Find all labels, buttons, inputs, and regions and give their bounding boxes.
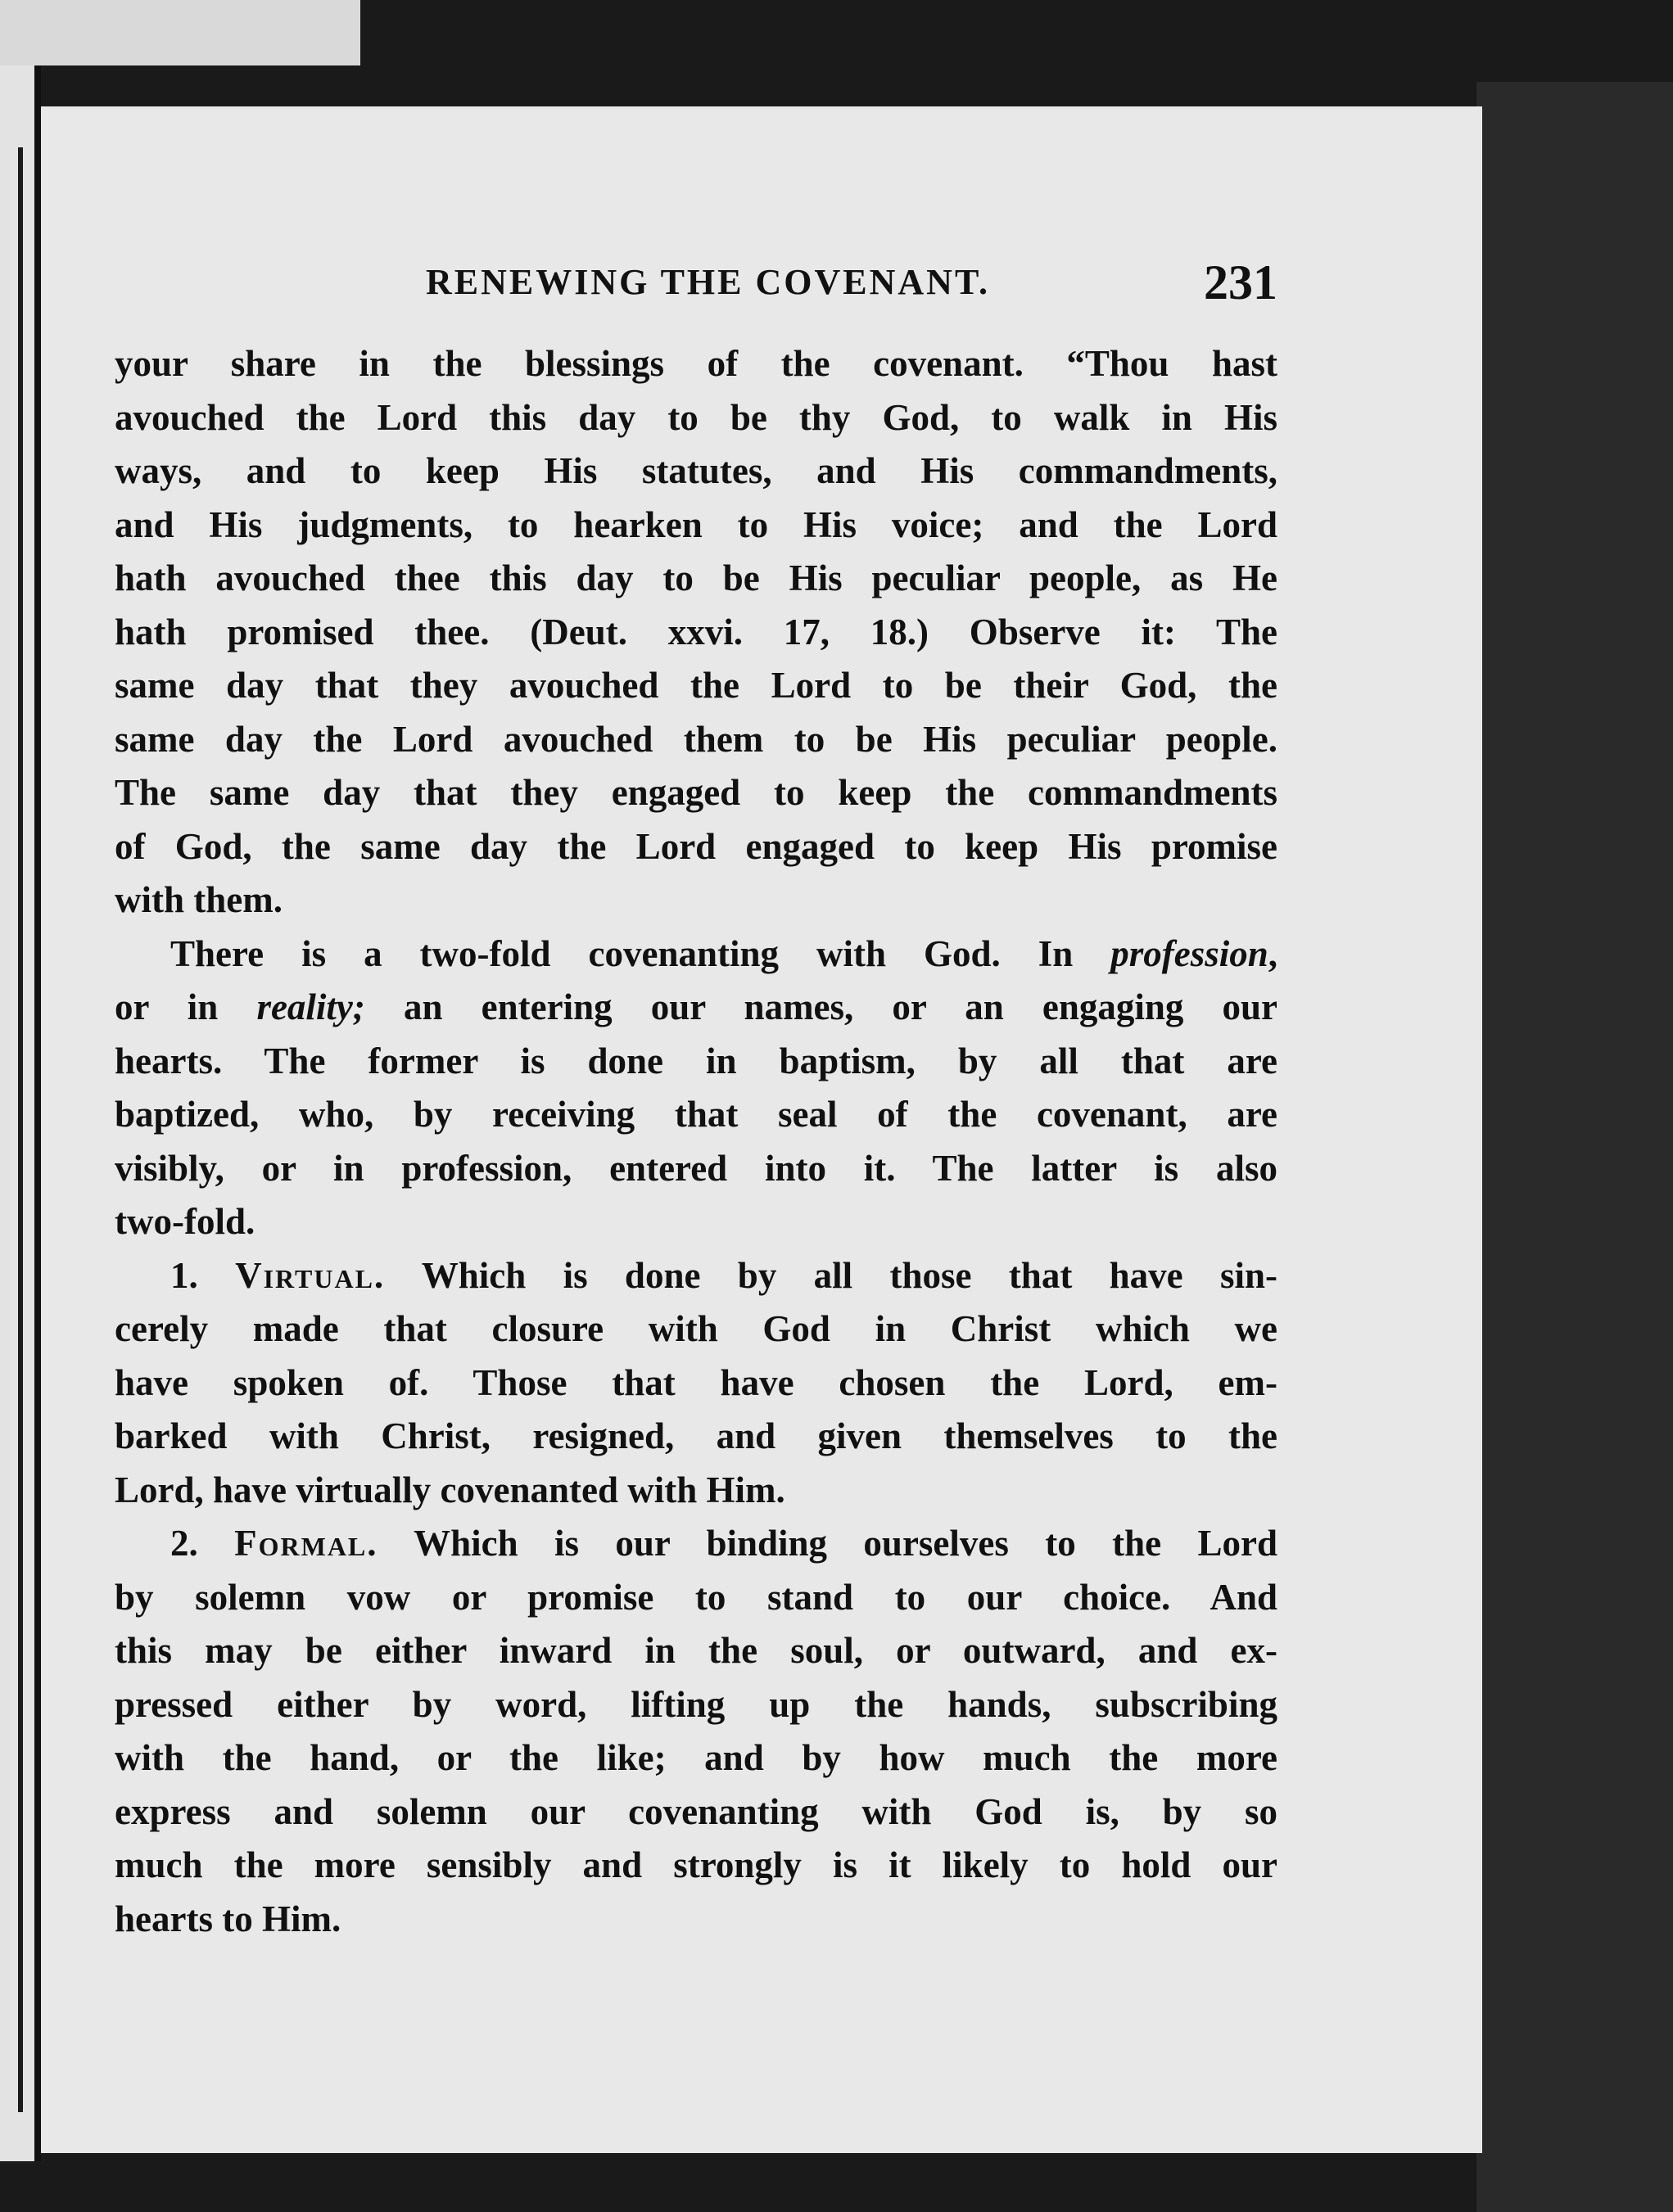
text-line: with the hand, or the like; and by how much the more	[115, 1737, 1277, 1778]
text-line: express and solemn our covenanting with God is, by so	[115, 1790, 1277, 1832]
text-run: Which is our binding ourselves to the Lord	[414, 1523, 1277, 1564]
running-head-title: RENEWING THE COVENANT.	[426, 262, 991, 302]
text-run: There is a two-fold covenanting with God. In	[170, 932, 1111, 974]
text-line: and His judgments, to hearken to His voice; and the Lord	[115, 503, 1277, 545]
text-line: hearts. The former is done in baptism, by all that are	[115, 1040, 1277, 1081]
italic-term: reality;	[256, 986, 365, 1027]
text-line	[115, 1517, 1277, 1571]
page-number: 231	[1204, 255, 1277, 309]
text-run: or in	[115, 986, 257, 1027]
text-run: ,	[1268, 932, 1277, 974]
text-line: hearts to Him.	[115, 1898, 341, 1939]
body-text	[115, 337, 1277, 1946]
text-line: The same day that they engaged to keep the commandments	[115, 772, 1277, 813]
scan-top-strip	[0, 0, 360, 65]
text-line: hath promised thee. (Deut. xxvi. 17, 18.) Observe it: The	[115, 611, 1277, 652]
text-line: this may be either inward in the soul, or outward, and ex-	[115, 1630, 1277, 1671]
text-line: of God, the same day the Lord engaged to keep His promise	[115, 825, 1277, 867]
text-line: by solemn vow or promise to stand to our choice. And	[115, 1576, 1277, 1618]
section-heading: Formal.	[234, 1523, 378, 1564]
text-line: pressed either by word, lifting up the hands, subscribing	[115, 1683, 1277, 1725]
text-line: same day that they avouched the Lord to be their God, the	[115, 665, 1277, 706]
text-line: hath avouched thee this day to be His peculiar people, as He	[115, 558, 1277, 598]
section-heading: Virtual.	[235, 1254, 386, 1296]
running-head	[426, 254, 1277, 311]
text-run: Which is done by all those that have sin-	[421, 1254, 1278, 1296]
text-line: same day the Lord avouched them to be His peculiar people.	[115, 718, 1277, 760]
italic-term: profession	[1110, 932, 1268, 974]
text-line: baptized, who, by receiving that seal of the covenant, are	[115, 1094, 1277, 1135]
text-line: with them.	[115, 879, 283, 920]
text-line: ways, and to keep His statutes, and His commandments,	[115, 450, 1277, 491]
text-line: avouched the Lord this day to be thy God, to walk in His	[115, 396, 1277, 438]
text-line: much the more sensibly and strongly is it likely to hold our	[115, 1844, 1277, 1885]
scan-shadow	[1476, 82, 1673, 2212]
binding-line	[18, 147, 23, 2112]
text-line: cerely made that closure with God in Christ which we	[115, 1308, 1277, 1349]
list-number: 1.	[170, 1254, 198, 1296]
text-line	[115, 928, 1277, 982]
text-line	[115, 981, 1277, 1035]
text-run: an entering our names, or an engaging our	[364, 986, 1277, 1027]
text-line: two-fold.	[115, 1201, 255, 1242]
text-line: barked with Christ, resigned, and given themselves to the	[115, 1415, 1277, 1456]
text-line: visibly, or in profession, entered into it. The latter is also	[115, 1147, 1277, 1189]
text-line: Lord, have virtually covenanted with Him.	[115, 1469, 785, 1510]
text-line: have spoken of. Those that have chosen the Lord, em-	[115, 1361, 1277, 1403]
text-line	[115, 1249, 1277, 1303]
text-line: your share in the blessings of the covenant. “Thou hast	[115, 343, 1277, 384]
list-number: 2.	[170, 1523, 198, 1564]
